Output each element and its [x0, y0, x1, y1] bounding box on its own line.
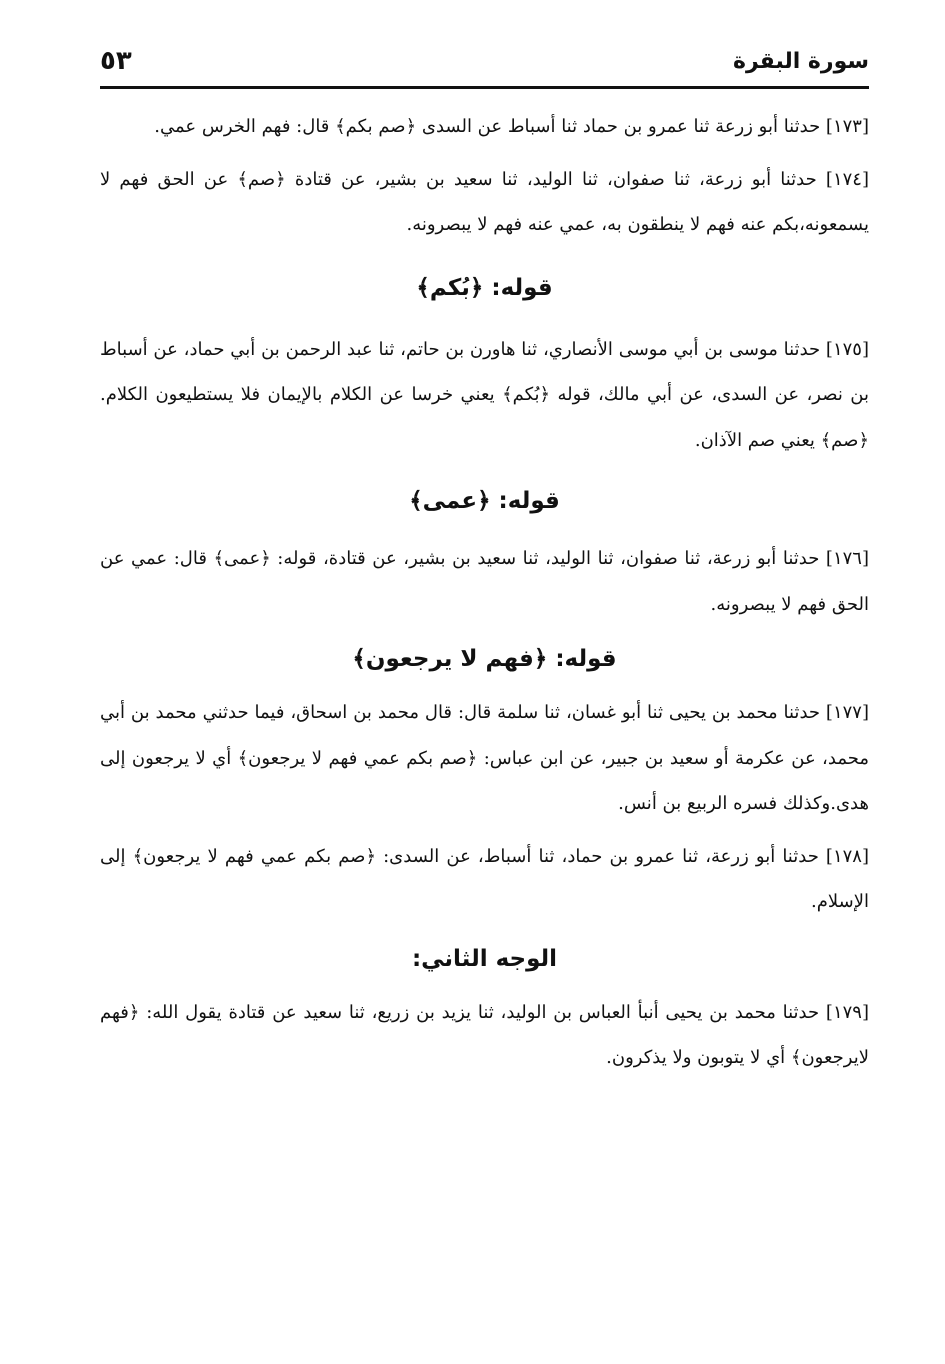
narration-179: [١٧٩] حدثنا محمد بن يحيى أنبأ العباس بن الوليد، ثنا يزيد بن زريع، ثنا سعيد عن قتادة يقول الله: ﴿فهم لايرجعون﴾ أي لا يتوبون ولا يذكرون.: [100, 1001, 869, 1068]
page-content: [100, 100, 869, 1088]
surah-title: سورة البقرة: [732, 48, 869, 74]
narration-177: [١٧٧] حدثنا محمد بن يحيى ثنا أبو غسان، ثنا سلمة قال: قال محمد بن اسحاق، فيما حدثني محمد بن أبي محمد، عن عكرمة أو سعيد بن جبير، عن ابن عباس: ﴿صم بكم عمي فهم لا يرجعون﴾ أي لا يرجعون إلى هدى.وكذلك فسره الربيع بن أنس.: [100, 702, 869, 814]
section-heading-la-yarjiun: قوله: ﴿فهم لا يرجعون﴾: [352, 646, 617, 672]
section-heading-bukm: قوله: ﴿بُكم﴾: [416, 274, 553, 301]
section-heading-umy: قوله: ﴿عمى﴾: [409, 488, 560, 514]
narration-176: [١٧٦] حدثنا أبو زرعة، ثنا صفوان، ثنا الوليد، ثنا سعيد بن بشير، عن قتادة، قوله: ﴿عمى﴾ قال: عمي عن الحق فهم لا يبصرونه.: [100, 548, 869, 615]
section-heading-second-aspect: الوجه الثاني:: [411, 945, 558, 972]
narration-175: [١٧٥] حدثنا موسى بن أبي موسى الأنصاري، ثنا هاورن بن حاتم، ثنا عبد الرحمن بن أبي حماد، عن أسباط بن نصر، عن السدى، عن أبي مالك، قوله ﴿بُكم﴾ يعني خرسا عن الكلام بالإيمان فلا يستطيعون الكلام. ﴿صم﴾ يعني صم الآذان.: [100, 338, 869, 451]
page-number: ٥٣: [100, 46, 132, 76]
page-header: [100, 36, 869, 89]
narration-173: [١٧٣] حدثنا أبو زرعة ثنا عمرو بن حماد ثنا أسباط عن السدى ﴿صم بكم﴾ قال: فهم الخرس عمي.: [154, 116, 869, 137]
narration-178: [١٧٨] حدثنا أبو زرعة، ثنا عمرو بن حماد، ثنا أسباط، عن السدى: ﴿صم بكم عمي فهم لا يرجعون﴾ إلى الإسلام.: [100, 845, 869, 912]
narration-174: [١٧٤] حدثنا أبو زرعة، ثنا صفوان، ثنا الوليد، ثنا سعيد بن بشير، عن قتادة ﴿صم﴾ عن الحق فهم لا يسمعونه،بكم عنه فهم لا ينطقون به، عمي عنه فهم لا يبصرونه.: [100, 168, 869, 235]
